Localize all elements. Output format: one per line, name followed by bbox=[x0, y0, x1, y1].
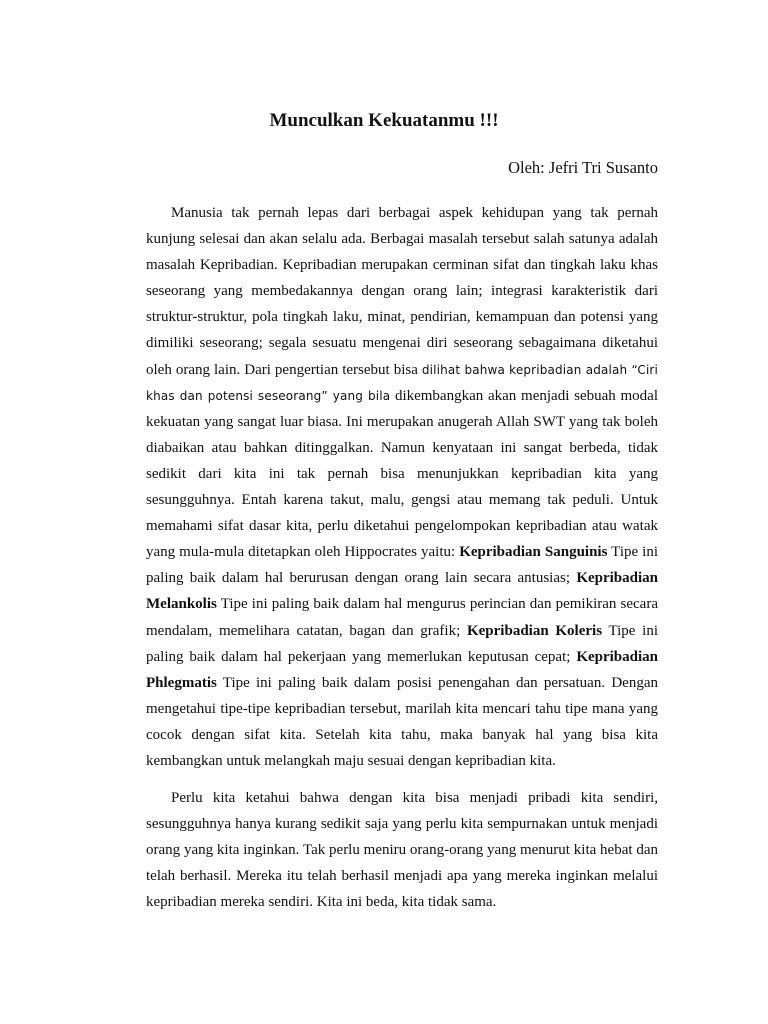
document-body bbox=[146, 200, 658, 916]
term-melankolis: Kepribadian Melankolis bbox=[146, 570, 658, 613]
text-run: Manusia tak pernah lepas dari berbagai aspek kehidupan yang tak pernah kunjung selesai dan akan selalu ada. Berbagai masalah tersebut salah satunya adalah masalah Kepribadian. Kepribadian merupakan cerminan sifat dan tingkah laku khas seseorang yang membedakannya dengan orang lain; integrasi karakteristik dari struktur-struktur, pola tingkah laku, minat, pendirian, kemampuan dan potensi yang dimiliki seseorang; segala sesuatu mengenai diri seseorang sebagaimana diketahui oleh orang lain. Dari pengertian tersebut bisa bbox=[146, 205, 658, 378]
term-phlegmatis: Kepribadian Phlegmatis bbox=[146, 648, 658, 691]
term-koleris: Kepribadian Koleris bbox=[466, 622, 603, 639]
text-run-quoted-definition: dilihat bahwa kepribadian adalah “Ciri khas dan potensi seseorang” yang bila bbox=[146, 362, 658, 403]
text-run: Tipe ini paling baik dalam hal mengurus perincian dan pemikiran secara mendalam, memelihara catatan, bagan dan grafik; bbox=[146, 596, 658, 639]
text-run: dikembangkan akan menjadi sebuah modal kekuatan yang sangat luar biasa. Ini merupakan anugerah Allah SWT yang tak boleh diabaikan atau bahkan ditinggalkan. Namun kenyataan ini sangat berbeda, tidak sedikit dari kita ini tak pernah bisa menunjukkan kepribadian kita yang sesungguhnya. Entah karena takut, malu, gengsi atau memang tak peduli. Untuk memahami sifat dasar kita, perlu diketahui pengelompokan kepribadian atau watak yang mula-mula ditetapkan oleh Hippocrates yaitu: bbox=[146, 387, 658, 561]
paragraph-1 bbox=[146, 200, 658, 774]
text-run: Tipe ini paling baik dalam hal pekerjaan yang memerlukan keputusan cepat; bbox=[146, 622, 658, 665]
text-run: Tipe ini paling baik dalam posisi penengahan dan persatuan. Dengan mengetahui tipe-tipe kepribadian tersebut, marilah kita mencari tahu tipe mana yang cocok dengan sifat kita. Setelah kita tahu, maka banyak hal yang bisa kita kembangkan untuk melangkah maju sesuai dengan kepribadian kita. bbox=[146, 674, 658, 769]
author-line: Oleh: Jefri Tri Susanto bbox=[508, 158, 658, 177]
paragraph-2 bbox=[146, 785, 658, 915]
term-sanguinis: Kepribadian Sanguinis bbox=[459, 544, 608, 561]
text-run: Tipe ini paling baik dalam hal berurusan dengan orang lain secara antusias; bbox=[146, 544, 658, 587]
document-title: Munculkan Kekuatanmu !!! bbox=[269, 110, 499, 131]
text-run: Perlu kita ketahui bahwa dengan kita bisa menjadi pribadi kita sendiri, sesungguhnya hanya kurang sedikit saja yang perlu kita sempurnakan untuk menjadi orang yang kita inginkan. Tak perlu meniru orang-orang yang menurut kita hebat dan telah berhasil. Mereka itu telah berhasil menjadi apa yang mereka inginkan melalui kepribadian mereka sendiri. Kita ini beda, kita tidak sama. bbox=[146, 790, 658, 911]
